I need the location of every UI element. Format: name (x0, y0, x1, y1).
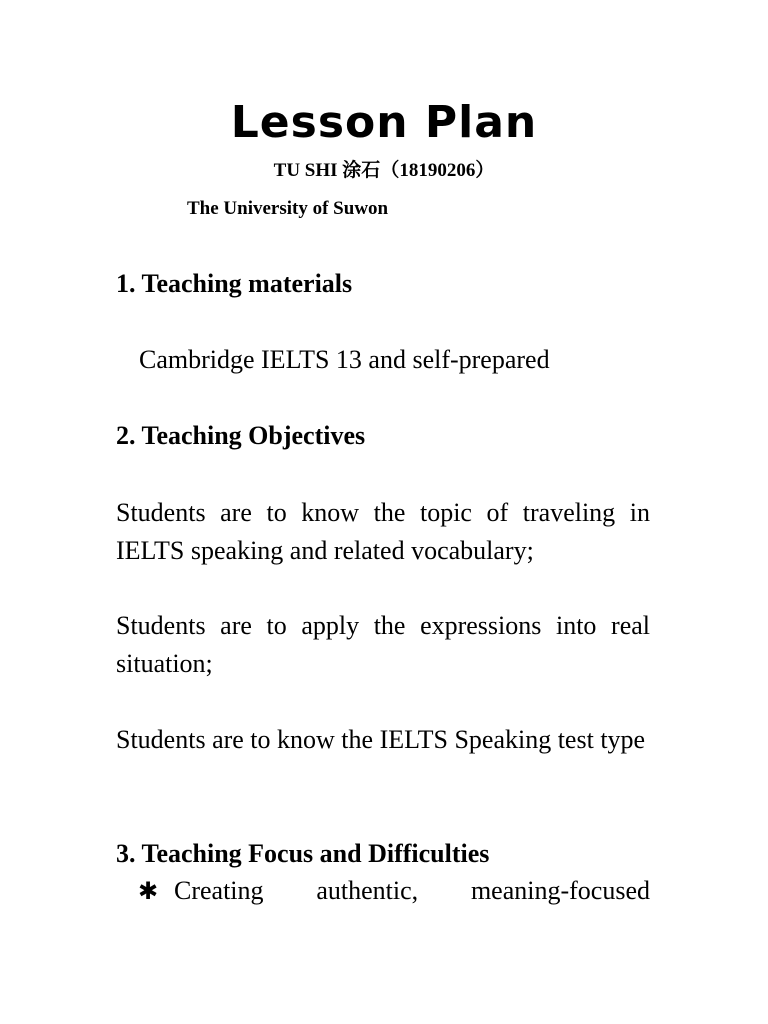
author-name-latin: TU SHI (273, 160, 338, 181)
author-line (0, 157, 768, 184)
section-number: 1. (116, 269, 136, 298)
objective-paragraph: Students are to apply the expressions into real situation; (116, 611, 650, 678)
section-2-heading (116, 420, 365, 452)
teaching-materials-text: Cambridge IELTS 13 and self-prepared (139, 345, 550, 374)
section-1-heading (116, 268, 352, 300)
section-title: Teaching materials (141, 269, 353, 298)
document-title: Lesson Plan (230, 97, 538, 148)
objective-paragraph: Students are to know the IELTS Speaking test type (116, 725, 646, 754)
bullet-item (138, 874, 650, 908)
objective-paragraph: Students are to know the topic of traveling in IELTS speaking and related vocabulary; (116, 498, 650, 565)
section-title: Teaching Objectives (141, 421, 366, 450)
bullet-text: Creating authentic, meaning-focused (174, 876, 650, 905)
section-number: 2. (116, 421, 136, 450)
affiliation: The University of Suwon (187, 198, 389, 219)
section-3-heading (116, 838, 489, 870)
section-title: Teaching Focus and Difficulties (141, 839, 490, 868)
author-name-cjk: 涂石 (342, 159, 381, 181)
section-number: 3. (116, 839, 136, 868)
student-id: （18190206） (380, 160, 495, 181)
asterisk-bullet-icon: ✱ (138, 877, 159, 905)
